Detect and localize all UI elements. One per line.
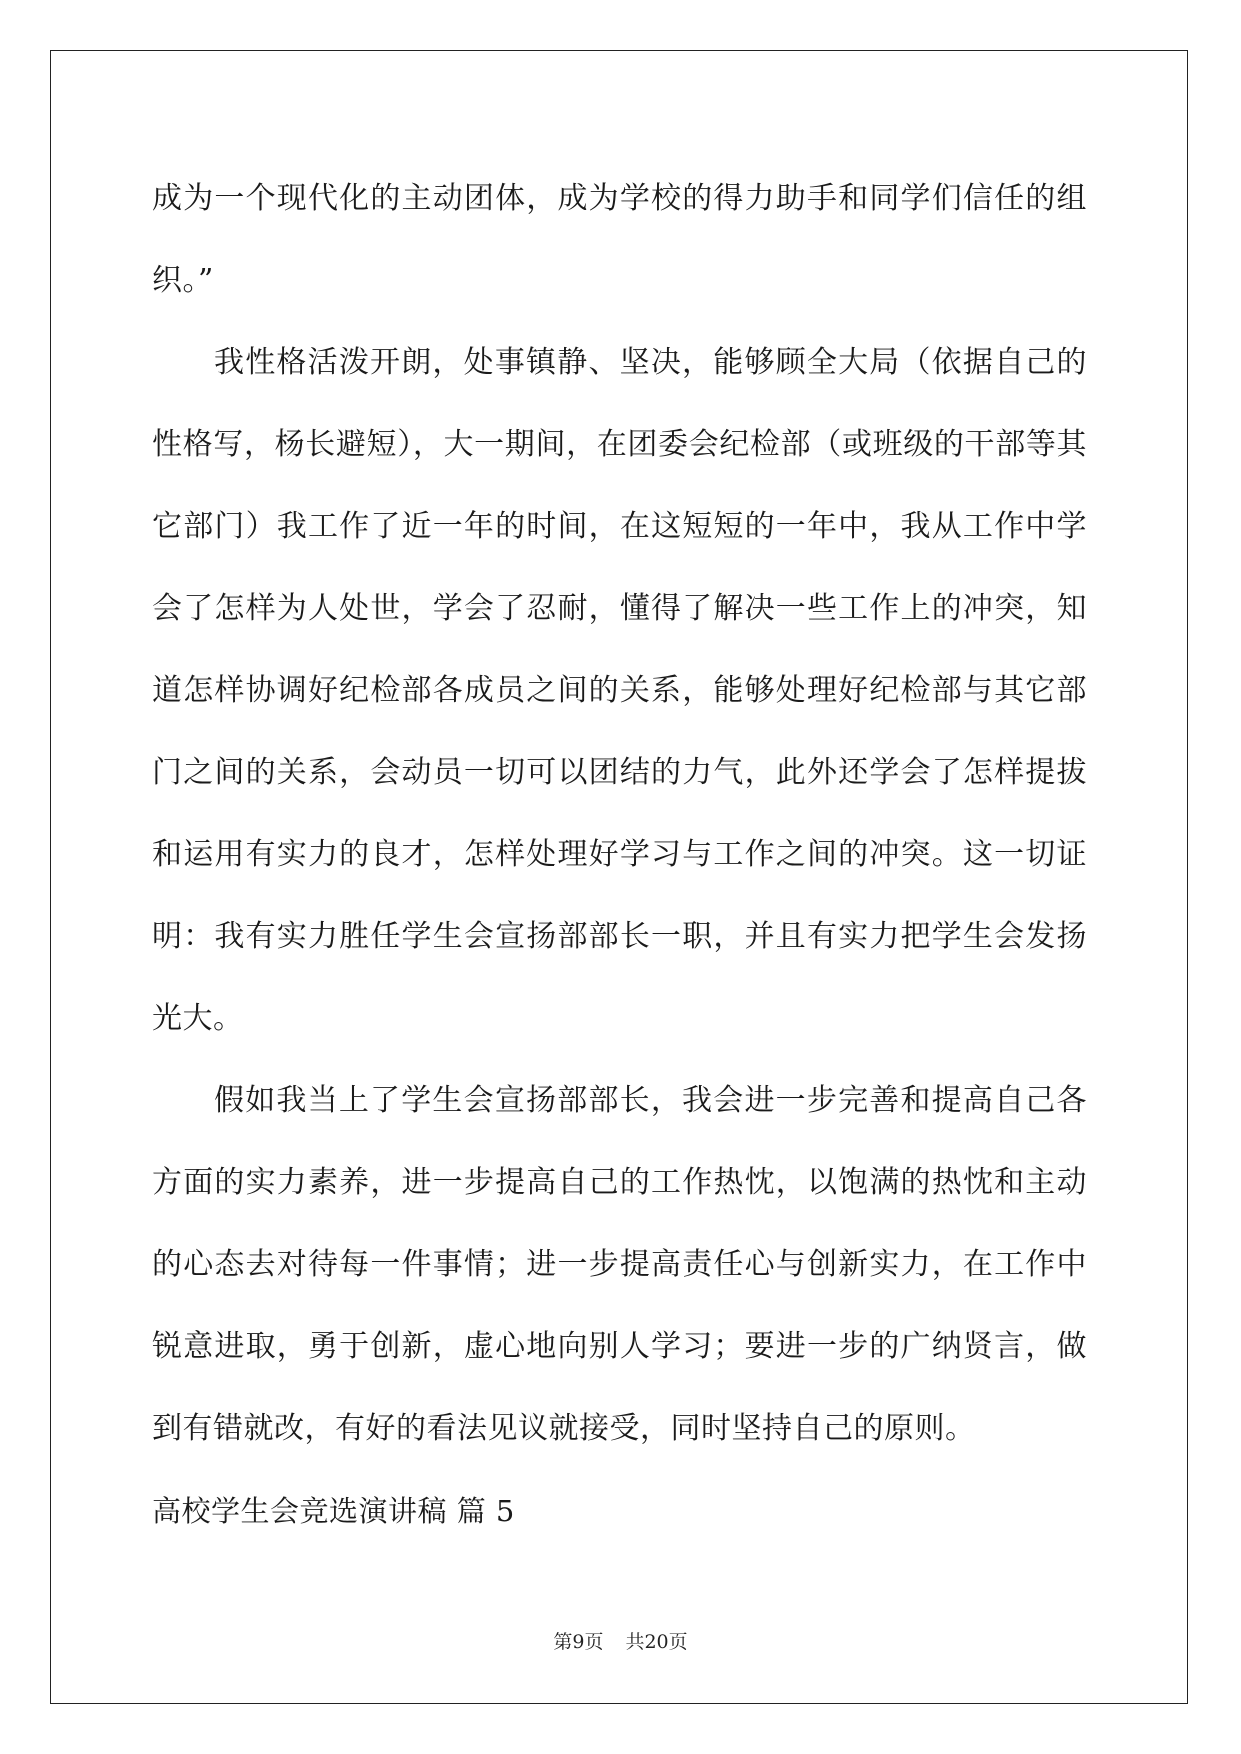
text-line: 它部门）我工作了近一年的时间，在这短短的一年中，我从工作中学 [152, 509, 1087, 544]
paragraph-first-line: 我性格活泼开朗，处事镇静、坚决，能够顾全大局（依据自己的 [214, 345, 1087, 380]
text-line: 门之间的关系，会动员一切可以团结的力气，此外还学会了怎样提拔 [152, 755, 1087, 790]
text-line: 成为一个现代化的主动团体，成为学校的得力助手和同学们信任的组 [152, 181, 1087, 216]
text-line: 的心态去对待每一件事情；进一步提高责任心与创新实力，在工作中 [152, 1247, 1087, 1282]
text-line: 道怎样协调好纪检部各成员之间的关系，能够处理好纪检部与其它部 [152, 673, 1087, 708]
text-line: 光大。 [152, 1001, 244, 1036]
text-line: 织。” [152, 263, 214, 298]
document-body [152, 158, 1087, 1552]
section-heading: 高校学生会竞选演讲稿 篇 5 [152, 1494, 515, 1528]
text-line: 和运用有实力的良才，怎样处理好学习与工作之间的冲突。这一切证 [152, 837, 1087, 872]
page-footer [0, 1627, 1241, 1654]
text-line: 明：我有实力胜任学生会宣扬部部长一职，并且有实力把学生会发扬 [152, 919, 1087, 954]
text-line: 会了怎样为人处世，学会了忍耐，懂得了解决一些工作上的冲突，知 [152, 591, 1087, 626]
page-total: 共20页 [625, 1631, 688, 1653]
text-line: 到有错就改，有好的看法见议就接受，同时坚持自己的原则。 [152, 1411, 976, 1446]
page-number: 第9页 [553, 1631, 604, 1653]
text-line: 方面的实力素养，进一步提高自己的工作热忱，以饱满的热忱和主动 [152, 1165, 1087, 1200]
text-line: 锐意进取，勇于创新，虚心地向别人学习；要进一步的广纳贤言，做 [152, 1329, 1087, 1364]
paragraph-first-line: 假如我当上了学生会宣扬部部长，我会进一步完善和提高自己各 [214, 1083, 1087, 1118]
text-line: 性格写，杨长避短），大一期间，在团委会纪检部（或班级的干部等其 [152, 427, 1087, 462]
